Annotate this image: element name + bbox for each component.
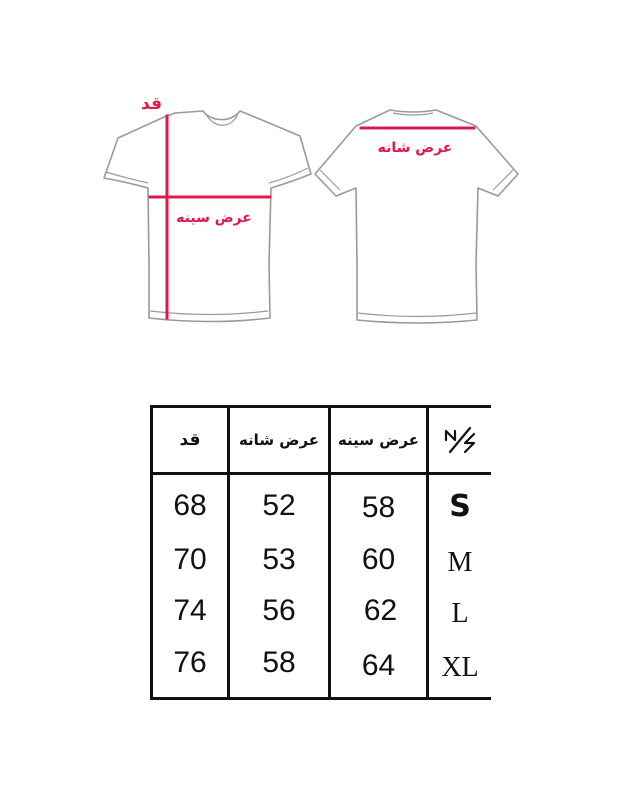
height-value: 70 — [173, 543, 207, 576]
height-value: 76 — [173, 646, 207, 679]
shirt-measurement-diagram — [0, 0, 640, 360]
back-tshirt — [315, 110, 518, 323]
size-table — [150, 405, 491, 700]
header-height: قد — [179, 430, 201, 450]
chest-value: 58 — [361, 491, 396, 524]
shoulder-measure-label: عرض شانه — [377, 140, 453, 156]
header-shoulder-width: عرض شانه — [238, 431, 320, 449]
table-row — [153, 585, 491, 637]
height-value: 68 — [173, 489, 207, 522]
chest-value: 60 — [361, 543, 396, 576]
height-measure-label: قد — [141, 94, 162, 114]
height-value: 74 — [173, 594, 207, 627]
front-tshirt — [104, 94, 311, 322]
header-chest-width: عرض سینه — [337, 431, 420, 449]
chest-value: 62 — [363, 594, 398, 627]
chest-measure-label: عرض سینه — [176, 210, 252, 226]
table-row — [153, 637, 491, 689]
shoulder-value: 53 — [262, 543, 296, 576]
size-label: XL — [441, 652, 479, 683]
shoulder-value: 58 — [262, 646, 296, 679]
table-row — [153, 480, 491, 532]
table-header-row — [153, 405, 491, 475]
size-label: S — [449, 488, 471, 524]
table-row — [153, 534, 491, 586]
brand-logo-icon — [429, 408, 491, 472]
chest-value: 64 — [361, 649, 396, 682]
shoulder-value: 52 — [262, 489, 296, 522]
size-label: M — [447, 547, 473, 578]
shoulder-value: 56 — [262, 594, 296, 627]
size-label: L — [451, 598, 469, 629]
